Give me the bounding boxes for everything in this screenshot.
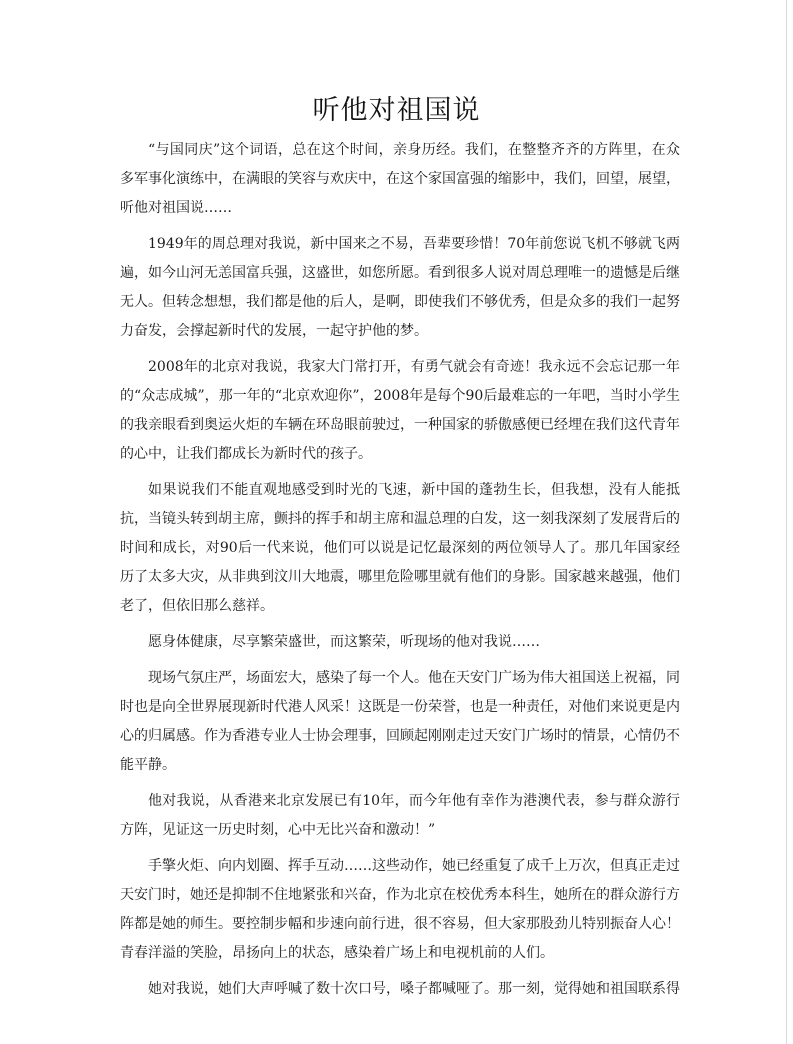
paragraph-4: 如果说我们不能直观地感受到时光的飞速，新中国的蓬勃生长，但我想，没有人能抵抗，当镜头转到胡主席，颤抖的挥手和胡主席和温总理的白发，这一刻我深刻了发展背后的时间和成长，对90后一代来说，他们可以说是记忆最深刻的两位领导人了。那几年国家经历了太多大灾，从非典到汶川大地震，哪里危险哪里就有他们的身影。国家越来越强，他们老了，但依旧那么慈祥。: [120, 482, 680, 614]
page-title: 听他对祖国说: [312, 95, 481, 126]
paragraph-6: 现场气氛庄严，场面宏大，感染了每一个人。他在天安门广场为伟大祖国送上祝福，同时也是向全世界展现新时代港人风采！这既是一份荣誉，也是一种责任，对他们来说更是内心的归属感。作为香港专业人士协会理事，回顾起刚刚走过天安门广场时的情景，心情仍不能平静。: [120, 670, 680, 773]
paragraph-9: 她对我说，她们大声呼喊了数十次口号，嗓子都喊哑了。那一刻，觉得她和祖国联系得: [148, 981, 680, 997]
article-body: [120, 136, 680, 1011]
page-edge-divider: [786, 0, 787, 1044]
paragraph-3: 2008年的北京对我说，我家大门常打开，有勇气就会有奇迹！我永远不会忘记那一年的“众志成城”，那一年的“北京欢迎你”，2008年是每个90后最难忘的一年吧，当时小学生的我亲眼看到奥运火炬的车辆在环岛眼前驶过，一种国家的骄傲感便已经埋在我们这代青年的心中，让我们都成长为新时代的孩子。: [120, 359, 680, 462]
paragraph-5: 愿身体健康，尽享繁荣盛世，而这繁荣，听现场的他对我说……: [148, 634, 540, 650]
paragraph-8: 手擎火炬、向内划圈、挥手互动……这些动作，她已经重复了成千上万次，但真正走过天安门时，她还是抑制不住地紧张和兴奋，作为北京在校优秀本科生，她所在的群众游行方阵都是她的师生。要控制步幅和步速向前行进，很不容易，但大家那股劲儿特别振奋人心！青春洋溢的笑脸，昂扬向上的状态，感染着广场上和电视机前的人们。: [120, 858, 680, 961]
paragraph-7: 他对我说，从香港来北京发展已有10年，而今年他有幸作为港澳代表，参与群众游行方阵，见证这一历史时刻，心中无比兴奋和激动！”: [120, 793, 680, 838]
paragraph-2: 1949年的周总理对我说，新中国来之不易，吾辈要珍惜！70年前您说飞机不够就飞两遍，如今山河无恙国富兵强，这盛世，如您所愿。看到很多人说对周总理唯一的遗憾是后继无人。但转念想想，我们都是他的后人，是啊，即使我们不够优秀，但是众多的我们一起努力奋发，会撑起新时代的发展，一起守护他的梦。: [120, 236, 680, 339]
paragraph-1: “与国同庆”这个词语，总在这个时间，亲身历经。我们，在整整齐齐的方阵里，在众多军事化演练中，在满眼的笑容与欢庆中，在这个家国富强的缩影中，我们，回望，展望，听他对祖国说……: [120, 142, 680, 216]
